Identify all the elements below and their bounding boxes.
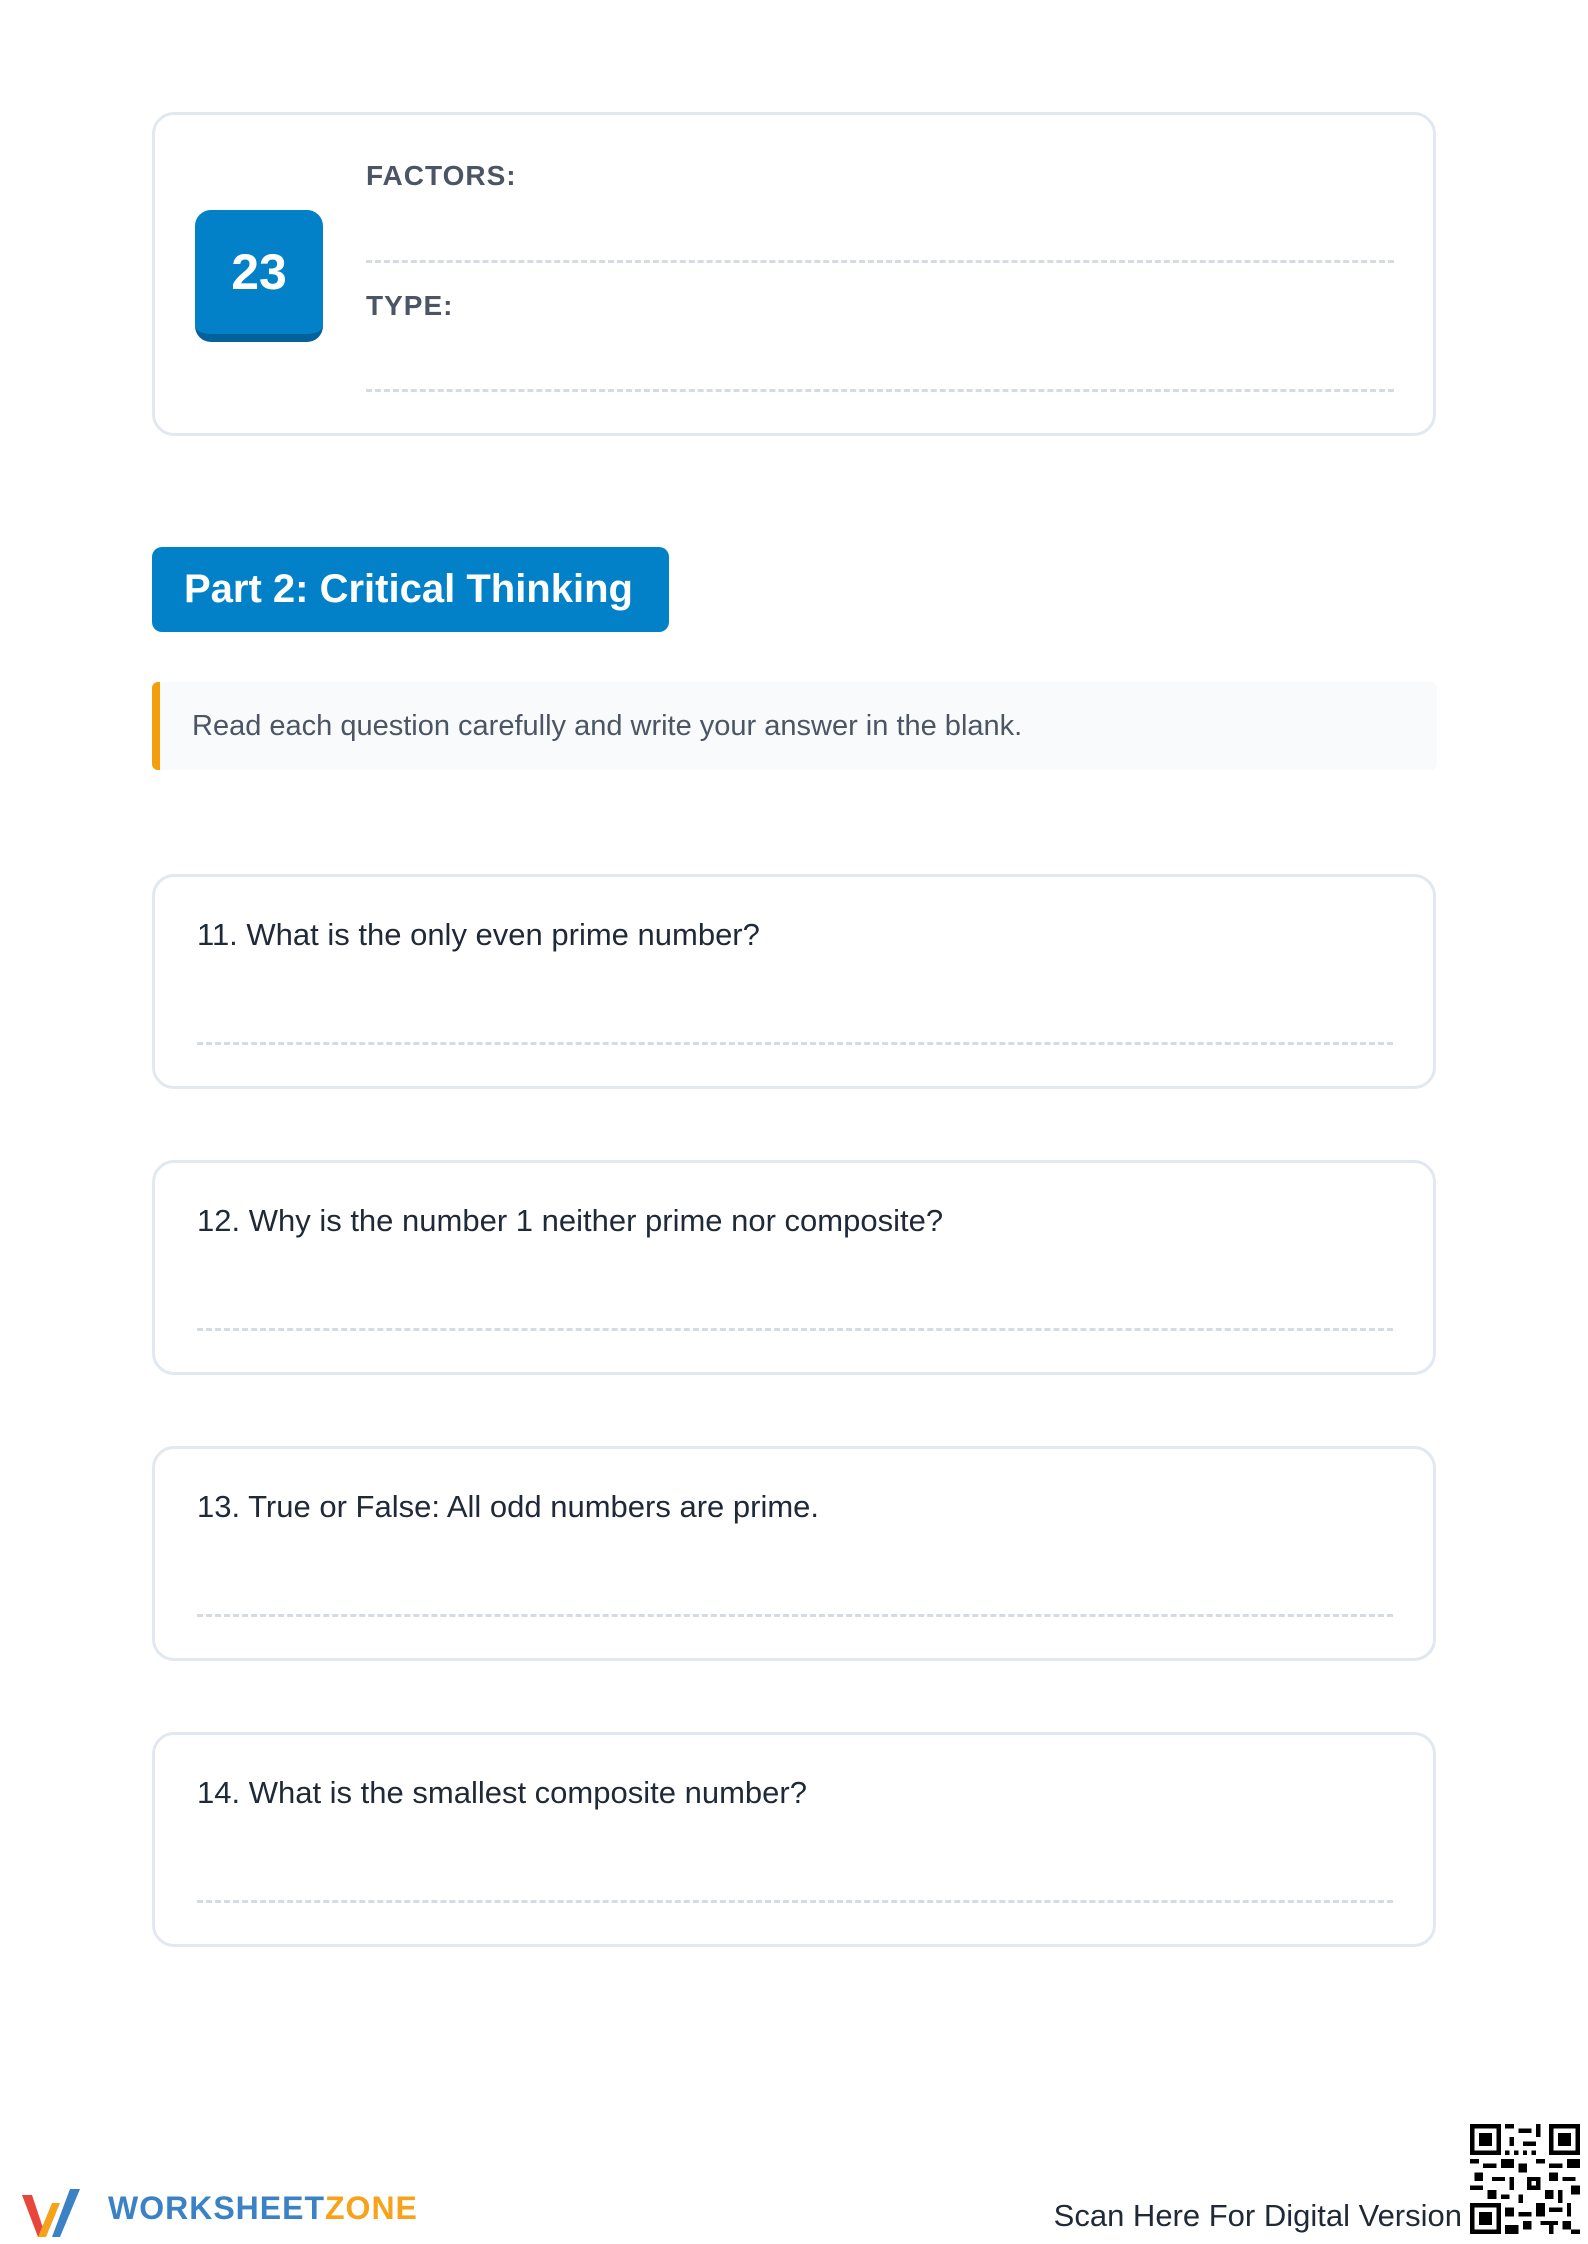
factors-label: FACTORS:	[366, 160, 517, 191]
number-badge: 23	[195, 210, 323, 342]
type-label: TYPE:	[366, 290, 454, 321]
section-title: Part 2: Critical Thinking	[152, 547, 669, 632]
answer-line[interactable]	[197, 1328, 1393, 1331]
number-card	[152, 112, 1436, 436]
question-text: 13. True or False: All odd numbers are prime.	[197, 1489, 820, 1524]
question-card	[152, 874, 1436, 1089]
worksheetzone-logo-icon	[18, 2185, 92, 2241]
factors-answer-line[interactable]	[366, 260, 1394, 263]
type-answer-line[interactable]	[366, 389, 1394, 392]
question-text: 12. Why is the number 1 neither prime nor composite?	[197, 1203, 944, 1238]
brand-name-part1: WORKSHEET	[108, 2190, 325, 2226]
answer-line[interactable]	[197, 1042, 1393, 1045]
brand-name	[108, 2190, 418, 2227]
brand-name-part2: ZONE	[325, 2190, 418, 2226]
qr-code-icon[interactable]	[1470, 2124, 1580, 2234]
question-card	[152, 1160, 1436, 1375]
question-card	[152, 1732, 1436, 1947]
answer-line[interactable]	[197, 1614, 1393, 1617]
answer-line[interactable]	[197, 1900, 1393, 1903]
instruction-box	[152, 682, 1437, 770]
question-text: 14. What is the smallest composite number?	[197, 1775, 807, 1810]
question-text: 11. What is the only even prime number?	[197, 917, 760, 952]
instruction-text: Read each question carefully and write your answer in the blank.	[192, 709, 1023, 742]
question-card	[152, 1446, 1436, 1661]
scan-instruction: Scan Here For Digital Version	[1053, 2198, 1462, 2233]
